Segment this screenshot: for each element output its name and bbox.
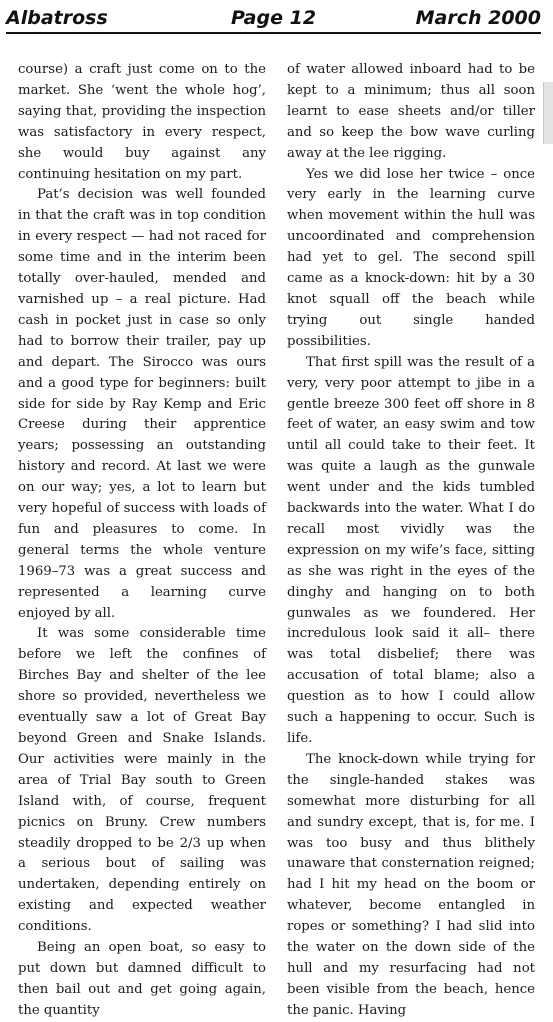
paragraph: course) a craft just come on to the market. She ‘went the whole hog’, saying that, providing the inspection was satisfactory in every respect, she would buy against any continuing hesitation on my part. (18, 62, 266, 182)
issue-date: March 2000 (415, 7, 541, 29)
paragraph: The knock-down while trying for the single-handed stakes was somewhat more disturbing for all and sundry except, that is, for me. I was too busy and thus blithely unaware that consternation reigned; had I hit my head on the boom or whatever, become entangled in ropes or something? I had slid into the water on the down side of the hull and my resurfacing had not been visible from the beach, hence the panic. Having (287, 751, 535, 1018)
paragraph: of water allowed inboard had to be kept to a minimum; thus all soon learnt to ease sheets and/or tiller and so keep the bow wave curling away at the lee rigging. (287, 62, 535, 161)
paragraph: That first spill was the result of a very, very poor attempt to jibe in a gentle breeze 300 feet off shore in 8 feet of water, an easy swim and tow until all could take to their feet. It was quite a laugh as the gunwale went under and the kids tumbled backwards into the water. What I do recall most vividly was the expression on my wife’s face, sitting as she was right in the eyes of the dinghy and hanging on to both gunwales as we foundered. Her incredulous look said it all– there was total disbelief; there was accusation of total blame; also a question as to how I could allow such a happening to occur. Such is life. (287, 354, 535, 746)
paragraph: Pat’s decision was well founded in that the craft was in top condition in every respect — had not raced for some time and in the interim been totally over-hauled, mended and varnished up – a real picture. Had cash in pocket just in case so only had to borrow their trailer, pay up and depart. The Sirocco was ours and a good type for beginners: built side for side by Ray Kemp and Eric Creese during their apprentice years; possessing an outstanding history and record. At last we were on our way; yes, a lot to learn but very hopeful of success with loads of fun and pleasures to come. In general terms the whole venture 1969–73 was a great success and represented a learning curve enjoyed by all. (18, 187, 266, 621)
page-header (6, 6, 541, 34)
paragraph: It was some considerable time before we left the confines of Birches Bay and shelter of the lee shore so provided, nevertheless we eventually saw a lot of Great Bay beyond Green and Snake Islands. Our activities were mainly in the area of Trial Bay south to Green Island with, of course, frequent picnics on Bruny. Crew numbers steadily dropped to be 2/3 up when a serious bout of sailing was undertaken, depending entirely on existing and expected weather conditions. (18, 626, 266, 935)
page-edge-tab (543, 82, 553, 144)
right-column (287, 60, 535, 1022)
left-column (18, 60, 266, 1022)
publication-title: Albatross (6, 7, 108, 29)
paragraph: Being an open boat, so easy to put down but damned difficult to then bail out and get going again, the quantity (18, 940, 266, 1018)
page-number: Page 12 (230, 7, 317, 29)
paragraph: Yes we did lose her twice – once very early in the learning curve when movement within the hull was uncoordinated and comprehension had yet to gel. The second spill came as a knock-down: hit by a 30 knot squall off the beach while trying out single handed possibilities. (287, 166, 535, 349)
